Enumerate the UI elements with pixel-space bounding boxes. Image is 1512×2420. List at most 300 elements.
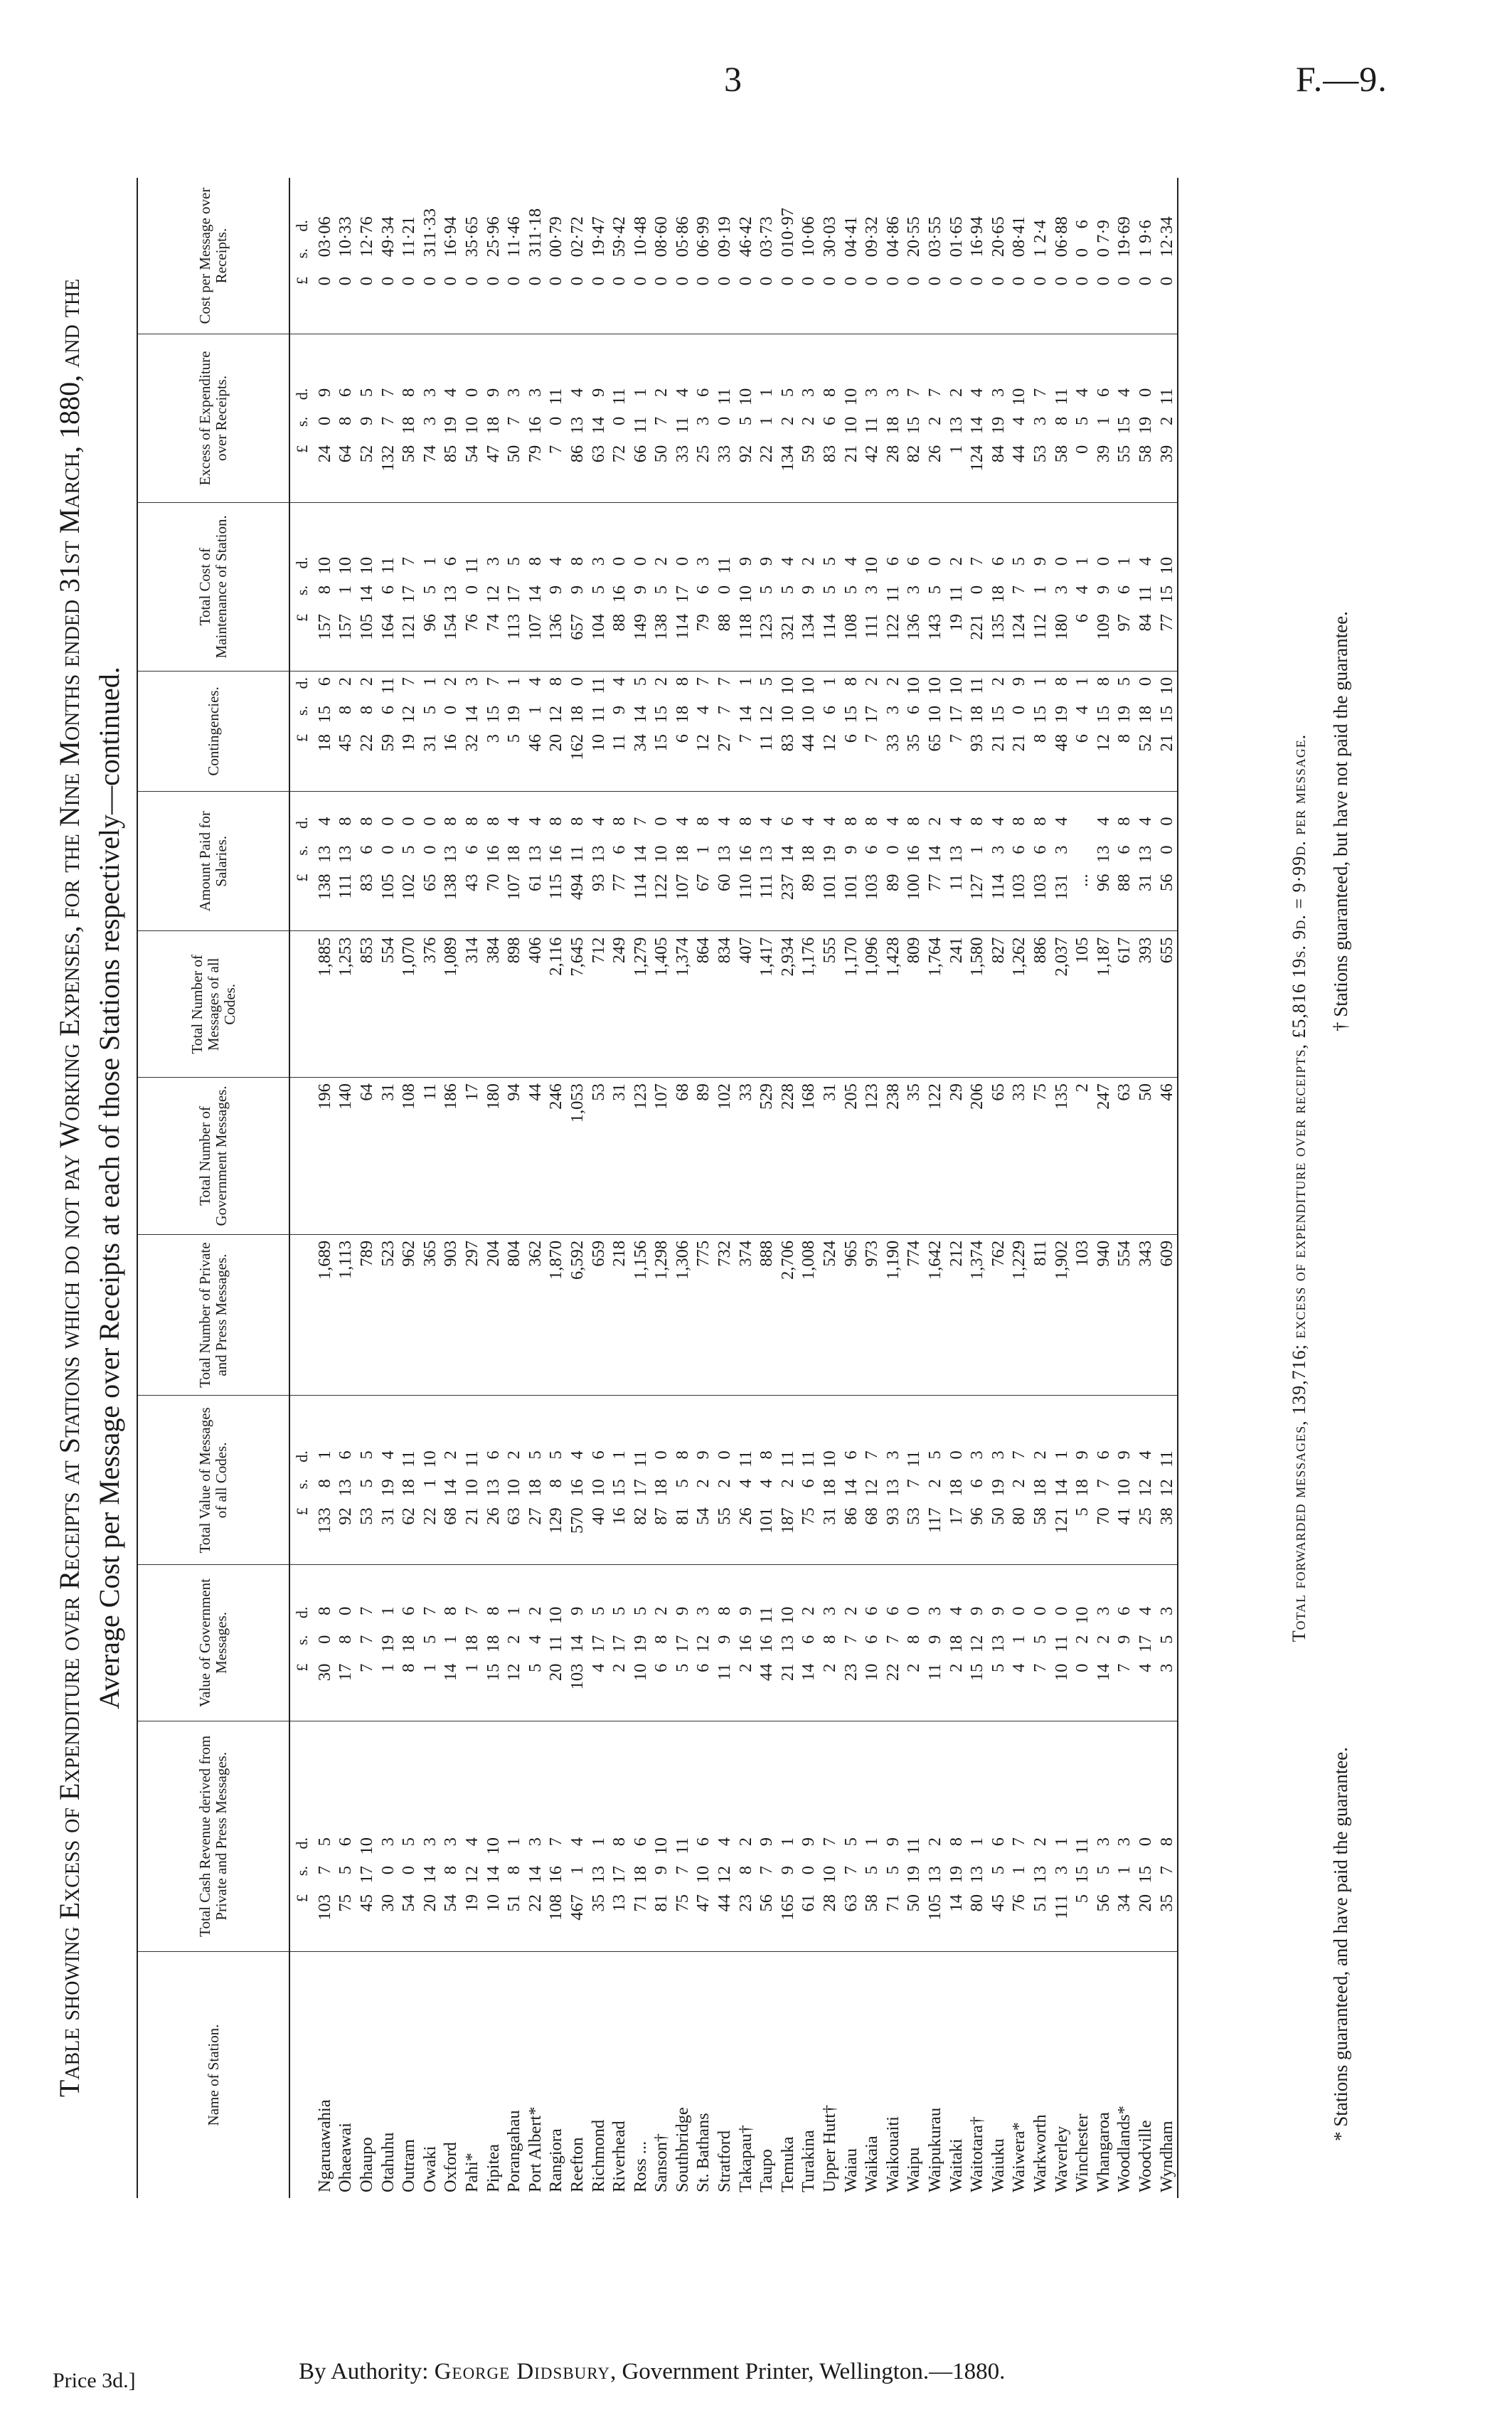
total-value-cell: [462, 1396, 483, 1565]
money-part: 55: [715, 1507, 735, 1525]
money-part: 15: [1030, 705, 1050, 723]
money-part: 6: [356, 845, 376, 854]
money-part: 6: [378, 585, 398, 595]
money-part: 41: [1114, 1507, 1134, 1525]
money-part: 70: [1093, 1507, 1113, 1525]
money-part: 2: [1156, 416, 1176, 425]
money-part: 4: [799, 817, 819, 826]
station-name-text: Waiau: [841, 2148, 861, 2192]
money-part: 18: [1072, 1479, 1092, 1497]
total-value-cell: [651, 1396, 673, 1565]
money-part: 0: [336, 277, 356, 286]
cost-per-msg-cell: [420, 178, 441, 334]
money-part: 6: [820, 705, 840, 715]
govt-msgs-cell: 123: [861, 1078, 883, 1235]
total-msgs-cell: 1,070: [398, 931, 420, 1078]
salaries-cell: [525, 791, 546, 931]
money-part: 0: [546, 248, 566, 258]
units-cell: [289, 1565, 314, 1721]
money-part: 1: [946, 445, 966, 454]
private-msgs-cell: 609: [1156, 1234, 1178, 1396]
money-part: 4: [988, 817, 1008, 826]
money-part: 8: [483, 817, 503, 826]
money-part: 13: [988, 1635, 1008, 1653]
salaries-cell: [799, 791, 820, 931]
money-part: 0: [420, 845, 440, 854]
money-part: 122: [883, 613, 903, 640]
money-part: 11: [588, 705, 608, 723]
money-part: 15: [1114, 416, 1134, 435]
total-msgs-cell: 1,580: [967, 931, 988, 1078]
total-value-cell: [1009, 1396, 1031, 1565]
money-part: 79: [525, 445, 545, 463]
money-part: 3: [525, 1837, 545, 1847]
money-part: 0: [1135, 388, 1155, 397]
money-part: 10: [462, 416, 481, 435]
money-part: 14: [630, 705, 650, 723]
salaries-cell: [609, 791, 630, 931]
money-part: 8: [1030, 733, 1050, 743]
contingencies-cell: [525, 671, 546, 791]
money-part: 10: [356, 1837, 376, 1855]
table-row: [841, 178, 862, 2198]
money-part: 7: [462, 1606, 481, 1615]
money-part: 13: [609, 1894, 629, 1912]
money-part: 2: [693, 1479, 713, 1488]
money-part: 0: [1093, 556, 1113, 566]
private-msgs-cell: 204: [483, 1234, 504, 1396]
salaries-cell: [693, 791, 715, 931]
money-part: 3: [441, 1837, 461, 1847]
money-part: 31: [1135, 874, 1155, 891]
salaries-cell: [1051, 791, 1072, 931]
money-part: 53: [904, 1507, 924, 1525]
money-part: 4: [820, 817, 840, 826]
govt-value-cell: [1114, 1565, 1136, 1721]
money-part: 2: [904, 1663, 924, 1672]
private-msgs-cell: 965: [841, 1234, 862, 1396]
money-part: 3: [925, 1606, 945, 1615]
money-part: 9: [757, 1837, 777, 1847]
contingencies-cell: [841, 671, 862, 791]
money-part: 14: [441, 1663, 461, 1682]
money-part: 0: [715, 248, 735, 258]
excess-cell: [525, 334, 546, 503]
money-part: 10: [651, 1837, 671, 1855]
money-part: 8: [441, 1866, 461, 1875]
money-part: 9·47: [588, 216, 608, 249]
maintenance-cell: [841, 502, 862, 671]
money-part: 9: [925, 1635, 945, 1644]
money-part: 4: [525, 817, 545, 826]
money-part: 15: [651, 733, 671, 752]
money-part: 7: [630, 817, 650, 826]
table-row: [1072, 178, 1093, 2198]
salaries-cell: [1114, 791, 1136, 931]
money-part: 81: [651, 1894, 671, 1912]
money-part: 135: [988, 613, 1008, 640]
money-part: 17: [630, 1479, 650, 1497]
money-part: 3: [693, 1606, 713, 1615]
unit-label: d.: [293, 1450, 311, 1463]
station-name: [1093, 1952, 1114, 2199]
money-part: 5: [1114, 676, 1134, 686]
revenue-cell: [462, 1721, 483, 1951]
money-part: 4: [841, 556, 861, 566]
money-part: 11: [609, 733, 629, 751]
station-name: [567, 1952, 588, 2199]
money-part: 1: [609, 1450, 629, 1460]
table-title-line1: Table showing Excess of Expenditure over Receipts at Stations which do not pay Working Expenses, for the Nine Months ended 31st March, 1880, and the: [53, 278, 85, 2098]
private-msgs-cell: 1,008: [799, 1234, 820, 1396]
money-part: 14: [630, 845, 650, 863]
money-part: 3: [483, 556, 503, 566]
money-part: 27: [525, 1507, 545, 1525]
money-part: 9: [799, 585, 819, 595]
excess-cell: [819, 334, 841, 503]
money-part: 77: [1156, 613, 1176, 632]
money-part: 6: [777, 817, 797, 826]
excess-cell: [861, 334, 883, 503]
money-part: 10: [483, 1894, 503, 1912]
cost-per-msg-cell: [1135, 178, 1156, 334]
govt-value-cell: [1009, 1565, 1031, 1721]
money-part: 75: [799, 1507, 819, 1525]
station-name-text: Otahuhu: [378, 2132, 398, 2192]
money-part: 103: [1030, 874, 1050, 901]
money-part: 33: [672, 445, 692, 463]
units-cell: [289, 1234, 314, 1396]
money-part: 89: [883, 874, 903, 891]
total-value-cell: [567, 1396, 588, 1565]
money-part: 3: [462, 676, 481, 686]
money-part: 1: [420, 556, 440, 566]
money-part: 0: [314, 248, 334, 258]
money-part: 0: [1051, 248, 1071, 258]
money-part: 0: [314, 277, 334, 286]
govt-msgs-cell: 196: [314, 1078, 336, 1235]
money-part: 5: [988, 1866, 1008, 1875]
money-part: 13: [314, 845, 334, 863]
money-part: 133: [314, 1507, 334, 1534]
money-part: 3: [1156, 1663, 1176, 1672]
money-part: 14: [777, 845, 797, 863]
money-part: 33: [883, 733, 903, 752]
money-part: 0: [356, 277, 376, 286]
money-part: 4: [609, 676, 629, 686]
money-part: 6: [336, 1837, 356, 1847]
cost-per-msg-cell: [1030, 178, 1051, 334]
money-part: 0: [672, 248, 692, 258]
money-part: 83: [820, 445, 840, 463]
money-part: 10: [462, 1479, 481, 1497]
excess-cell: [314, 334, 336, 503]
money-part: 14: [1093, 1663, 1113, 1682]
money-part: 14: [925, 845, 945, 863]
money-part: 21: [777, 1663, 797, 1682]
private-msgs-cell: 554: [1114, 1234, 1136, 1396]
money-part: 12: [399, 705, 419, 723]
contingencies-cell: [967, 671, 988, 791]
money-part: 14: [525, 1866, 545, 1884]
money-part: 5: [841, 585, 861, 595]
money-part: 5: [1156, 1635, 1176, 1644]
money-part: 2: [946, 1663, 966, 1672]
column-header: Value of Government Messages.: [137, 1565, 289, 1721]
money-part: 8: [757, 1450, 777, 1460]
money-part: 82: [630, 1507, 650, 1525]
money-part: 107: [525, 613, 545, 640]
money-part: 13: [967, 1866, 987, 1884]
govt-msgs-cell: 11: [420, 1078, 441, 1235]
money-part: 143: [925, 613, 945, 640]
money-part: 19: [441, 416, 461, 435]
salaries-cell: [841, 791, 862, 931]
money-part: 2: [651, 1606, 671, 1615]
contingencies-cell: [904, 671, 925, 791]
money-part: 0: [314, 1635, 334, 1644]
money-part: 4·41: [841, 216, 861, 249]
money-part: 5: [925, 585, 945, 595]
govt-value-cell: [314, 1565, 336, 1721]
table-row: [1051, 178, 1072, 2198]
revenue-cell: [420, 1721, 441, 1951]
salaries-cell: [988, 791, 1009, 931]
money-part: 154: [441, 613, 461, 640]
salaries-cell: [714, 791, 735, 931]
money-part: 10·97: [777, 207, 797, 249]
maintenance-cell: [967, 502, 988, 671]
money-part: 1: [777, 1837, 797, 1847]
money-part: 11: [588, 676, 608, 694]
money-part: 4: [672, 817, 692, 826]
total-msgs-cell: 853: [356, 931, 378, 1078]
salaries-cell: [546, 791, 568, 931]
station-name: [504, 1952, 525, 2199]
column-header: Total Number of Private and Press Messages.: [137, 1234, 289, 1396]
money-part: 96: [420, 613, 440, 632]
money-part: 108: [546, 1894, 566, 1921]
money-part: 4: [757, 817, 777, 826]
money-part: 14: [441, 1479, 461, 1497]
cost-per-msg-cell: [462, 178, 483, 334]
money-part: 6: [967, 1479, 987, 1488]
money-part: 10: [820, 1866, 840, 1884]
revenue-cell: [398, 1721, 420, 1951]
money-part: 10: [1051, 1663, 1071, 1682]
money-part: 15: [1072, 1866, 1092, 1884]
money-part: 0·03: [820, 216, 840, 249]
private-msgs-cell: 789: [356, 1234, 378, 1396]
money-part: 6: [883, 556, 903, 566]
total-value-cell: [735, 1396, 757, 1565]
money-part: 19: [462, 1894, 481, 1912]
table-header-row: [137, 178, 289, 2198]
money-part: 1: [504, 676, 524, 686]
money-part: 54: [462, 445, 481, 463]
column-header: Total Cash Revenue derived from Private and Press Messages.: [137, 1721, 289, 1951]
money-part: 9: [567, 585, 587, 595]
money-part: 149: [630, 613, 650, 640]
cost-per-msg-cell: [861, 178, 883, 334]
money-part: 9: [1114, 1635, 1134, 1644]
money-part: 6: [904, 705, 924, 715]
money-part: 1: [1030, 248, 1050, 258]
money-part: 4: [967, 388, 987, 397]
money-part: 10: [1114, 1479, 1134, 1497]
maintenance-cell: [314, 502, 336, 671]
total-value-cell: [799, 1396, 820, 1565]
money-part: 7: [314, 1866, 334, 1875]
govt-msgs-cell: 17: [462, 1078, 483, 1235]
money-part: 110: [735, 874, 755, 900]
govt-msgs-cell: 1,053: [567, 1078, 588, 1235]
govt-value-cell: [378, 1565, 399, 1721]
money-part: 11: [946, 585, 966, 603]
money-part: 8: [567, 817, 587, 826]
maintenance-cell: [420, 502, 441, 671]
money-part: 0: [462, 277, 481, 286]
money-part: 17: [336, 1663, 356, 1682]
price-note: Price 3d.]: [53, 2369, 136, 2392]
govt-value-cell: [883, 1565, 904, 1721]
govt-msgs-cell: 53: [588, 1078, 609, 1235]
money-part: 0: [799, 277, 819, 286]
money-part: 4: [777, 556, 797, 566]
govt-value-cell: [777, 1565, 799, 1721]
money-part: 11: [904, 1450, 924, 1468]
money-part: 2: [946, 388, 966, 397]
money-part: 2: [735, 1837, 755, 1847]
money-part: 2: [946, 556, 966, 566]
money-part: 10: [693, 1866, 713, 1884]
money-part: 0: [715, 1450, 735, 1460]
salaries-cell: [630, 791, 651, 931]
money-part: 11: [715, 556, 735, 574]
money-part: 44: [1009, 445, 1029, 463]
money-part: 86: [567, 445, 587, 463]
table-row: [441, 178, 462, 2198]
table-row: [1009, 178, 1031, 2198]
column-header: Cost per Message over Receipts.: [137, 178, 289, 334]
station-name: [841, 1952, 862, 2199]
unit-label: £: [293, 613, 311, 622]
money-part: 53: [1030, 445, 1050, 463]
excess-cell: [609, 334, 630, 503]
money-part: 8: [483, 1606, 503, 1615]
station-name: [799, 1952, 820, 2199]
money-part: 3: [420, 388, 440, 397]
station-name: [1156, 1952, 1178, 2199]
maintenance-cell: [714, 502, 735, 671]
money-part: 80: [1009, 1507, 1029, 1525]
units-cell: [289, 178, 314, 334]
contingencies-cell: [462, 671, 483, 791]
cost-per-msg-cell: [525, 178, 546, 334]
govt-value-cell: [735, 1565, 757, 1721]
unit-label: d.: [293, 220, 311, 232]
table-title-line2: Average Cost per Message over Receipts at each of those Stations respectively—continued.: [93, 667, 125, 1709]
money-part: 12: [462, 1866, 481, 1884]
money-part: 45: [356, 1894, 376, 1912]
money-part: 32: [462, 733, 481, 752]
money-part: 2: [841, 1606, 861, 1615]
money-part: 8: [525, 556, 545, 566]
money-part: 0: [693, 248, 713, 258]
money-part: 10: [946, 676, 966, 695]
money-part: 2: [904, 248, 924, 258]
station-name: [1051, 1952, 1072, 2199]
money-part: 83: [777, 733, 797, 752]
money-part: 0: [1072, 1663, 1092, 1672]
money-part: 0: [862, 248, 882, 258]
station-name-text: Waverley: [1051, 2126, 1071, 2192]
money-part: 138: [651, 613, 671, 640]
total-value-cell: [861, 1396, 883, 1565]
money-part: 1: [441, 248, 461, 258]
money-part: 54: [693, 1507, 713, 1525]
money-part: 34: [1114, 1894, 1134, 1912]
money-part: 19: [504, 705, 524, 723]
contingencies-cell: [483, 671, 504, 791]
money-part: 56: [757, 1894, 777, 1912]
money-part: 11: [715, 1663, 735, 1681]
money-part: 11: [1072, 1837, 1092, 1854]
money-part: 0: [925, 556, 945, 566]
private-msgs-cell: 1,113: [336, 1234, 357, 1396]
money-part: 1: [504, 1837, 524, 1847]
money-part: 0·33: [336, 216, 356, 249]
money-part: 7: [651, 416, 671, 425]
money-part: 0: [630, 556, 650, 566]
total-msgs-cell: 314: [462, 931, 483, 1078]
money-part: 17: [862, 705, 882, 723]
private-msgs-cell: 1,156: [630, 1234, 651, 1396]
money-part: 14: [946, 1894, 966, 1912]
money-part: 13: [1030, 1866, 1050, 1884]
money-part: 6: [314, 676, 334, 686]
money-part: 20: [546, 733, 566, 752]
money-part: 22: [356, 733, 376, 752]
govt-value-cell: [651, 1565, 673, 1721]
money-part: 1: [420, 676, 440, 686]
money-part: 4: [1093, 817, 1113, 826]
govt-msgs-cell: 50: [1135, 1078, 1156, 1235]
maintenance-cell: [356, 502, 378, 671]
money-part: 8: [946, 1837, 966, 1847]
unit-label: £: [293, 445, 311, 453]
money-part: 1: [862, 1837, 882, 1847]
money-part: 13: [757, 845, 777, 863]
money-part: 8: [399, 388, 419, 397]
money-part: 0: [567, 676, 587, 686]
money-part: 9: [777, 1866, 797, 1875]
money-part: 4: [504, 817, 524, 826]
money-part: 111: [757, 874, 777, 899]
private-msgs-cell: 1,374: [967, 1234, 988, 1396]
govt-msgs-cell: 75: [1030, 1078, 1051, 1235]
station-name-text: Upper Hutt†: [820, 2104, 840, 2192]
cost-per-msg-cell: [504, 178, 525, 334]
money-part: 7: [715, 676, 735, 686]
money-part: 8: [356, 705, 376, 715]
money-part: 3: [420, 416, 440, 425]
excess-cell: [841, 334, 862, 503]
station-name-text: Reefton: [567, 2137, 587, 2192]
money-part: 3: [988, 388, 1008, 397]
units-cell: [289, 671, 314, 791]
money-part: 10: [546, 1606, 566, 1625]
